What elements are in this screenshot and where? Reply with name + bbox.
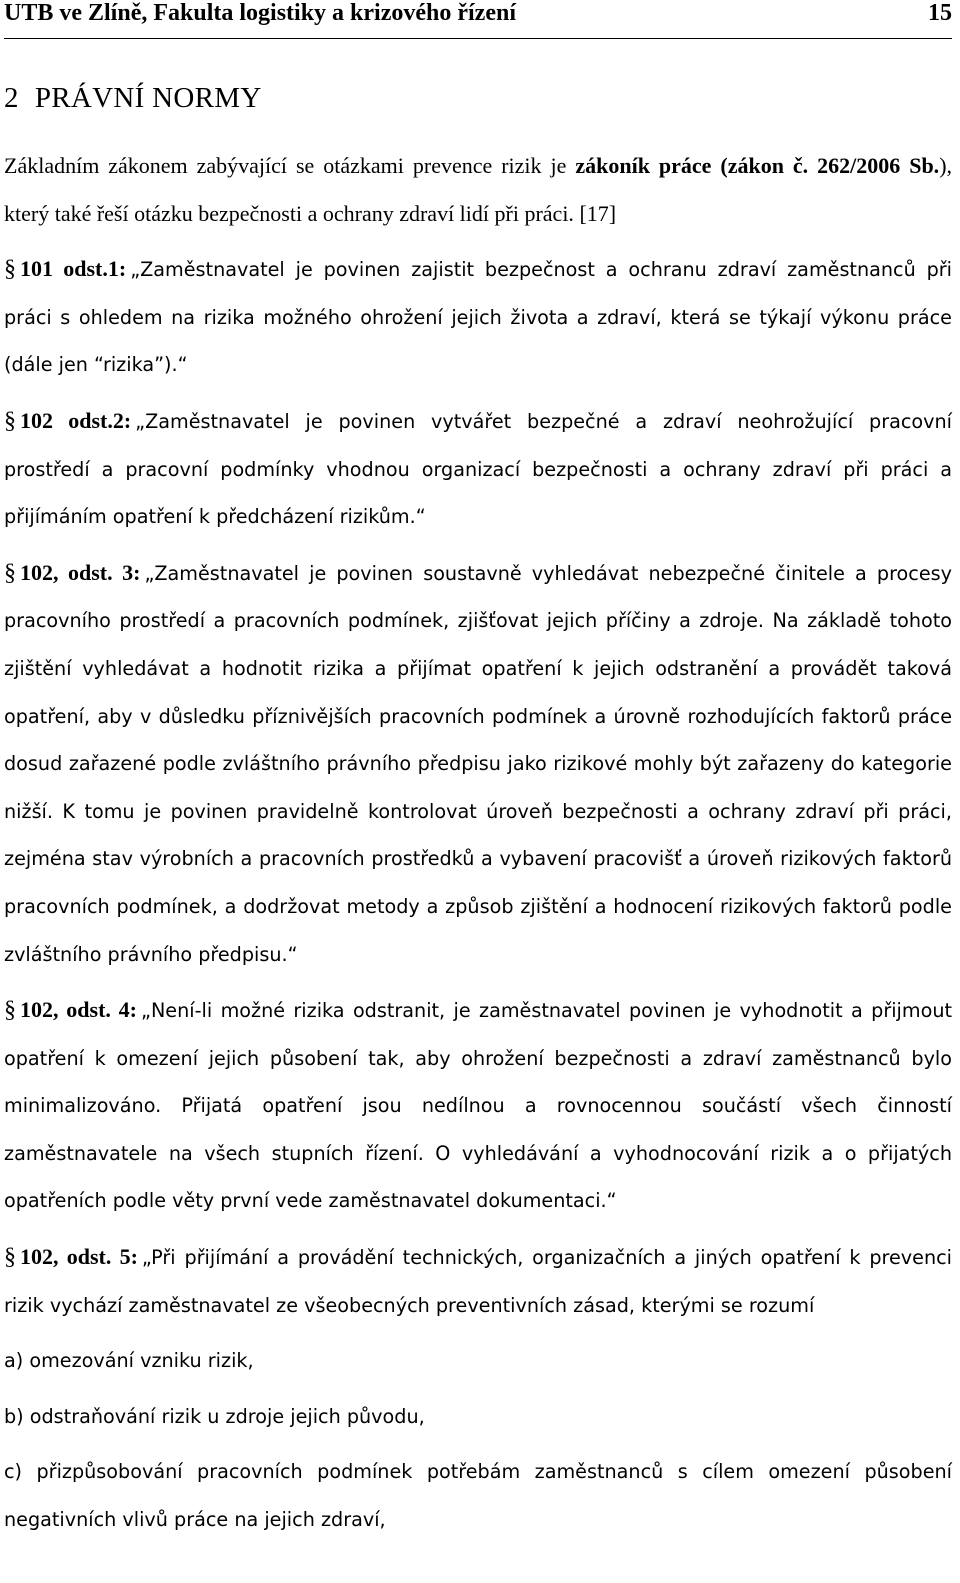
section-sign: §: [4, 1244, 16, 1271]
section-sign: §: [4, 559, 16, 586]
section-text: „Zaměstnavatel je povinen vytvářet bezpečné a zdraví neohrožující pracovní prostředí a pracovní podmínky vhodnou organizací bezpečnosti a ochrany zdraví při práci a přijímáním opatření k předcházení rizikům.“: [4, 409, 952, 529]
section-label: 102, odst. 4:: [20, 997, 138, 1023]
section-paragraph: [4, 1233, 952, 1329]
section-label: 102 odst.2:: [20, 407, 132, 433]
list-item: c) přizpůsobování pracovních podmínek potřebám zaměstnanců s cílem omezení působení negativních vlivů práce na jejich zdraví,: [4, 1460, 952, 1532]
header-page-number: 15: [928, 0, 952, 26]
intro-paragraph: [4, 142, 952, 237]
section-sign: §: [4, 997, 16, 1024]
intro-text-before: Základním zákonem zabývající se otázkami prevence rizik je: [4, 153, 576, 178]
intro-citation: [17]: [579, 200, 617, 226]
section-text: „Při přijímání a provádění technických, organizačních a jiných opatření k prevenci rizik vychází zaměstnavatel ze všeobecných preventivních zásad, kterými se rozumí: [4, 1246, 953, 1317]
section-text: „Zaměstnavatel je povinen zajistit bezpečnost a ochranu zdraví zaměstnanců při práci s ohledem na rizika možného ohrožení jejich života a zdraví, která se týkají výkonu práce (dále jen “rizika”).“: [4, 258, 953, 377]
section-label: 102, odst. 5:: [20, 1244, 138, 1270]
section-paragraph: [4, 397, 952, 541]
intro-text-after: ), který také řeší otázku bezpečnosti a ochrany zdraví lidí při práci.: [4, 153, 953, 226]
body-text: [4, 142, 952, 1552]
list-item: b) odstraňování rizik u zdroje jejich původu,: [4, 1404, 425, 1428]
intro-law-name: zákoník práce (zákon č. 262/2006 Sb.: [575, 153, 940, 178]
page-header: [4, 0, 952, 39]
section-label: 101 odst.1:: [20, 256, 127, 282]
chapter-number: 2: [4, 82, 19, 114]
principles-list: [4, 1337, 952, 1543]
section-label: 102, odst. 3:: [20, 559, 141, 585]
section-paragraph: [4, 986, 952, 1225]
section-sign: §: [4, 256, 16, 283]
section-sign: §: [4, 407, 16, 434]
section-paragraph: [4, 549, 952, 978]
chapter-heading: [4, 78, 262, 118]
section-paragraph: [4, 245, 952, 389]
section-text: „Zaměstnavatel je povinen soustavně vyhledávat nebezpečné činitele a procesy pracovního prostředí a pracovních podmínek, zjišťovat jejich příčiny a zdroje. Na základě tohoto zjištění vyhledávat a hodnotit rizika a přijímat opatření k jejich odstranění a provádět taková opatření, aby v důsledku příznivějších pracovních podmínek a úrovně rozhodujících faktorů práce dosud zařazené podle zvláštního právního předpisu jako rizikové mohly být zařazeny do kategorie nižší. K tomu je povinen pravidelně kontrolovat úroveň bezpečnosti a ochrany zdraví při práci, zejména stav výrobních a pracovních prostředků a vybavení pracovišť a úroveň rizikových faktorů pracovních podmínek, a dodržovat metody a způsob zjištění a hodnocení rizikových faktorů podle zvláštního právního předpisu.“: [4, 561, 952, 966]
header-institution: UTB ve Zlíně, Fakulta logistiky a krizového řízení: [4, 0, 517, 26]
list-item: a) omezování vzniku rizik,: [4, 1349, 254, 1373]
section-text: „Není-li možné rizika odstranit, je zaměstnavatel povinen je vyhodnotit a přijmout opatření k omezení jejich působení tak, aby ohrožení bezpečnosti a zdraví zaměstnanců bylo minimalizováno. Přijatá opatření jsou nedílnou a rovnocennou součástí všech činností zaměstnavatele na všech stupních řízení. O vyhledávání a vyhodnocování rizik a o přijatých opatřeních podle věty první vede zaměstnavatel dokumentaci.“: [4, 999, 952, 1213]
chapter-title: PRÁVNÍ NORMY: [34, 82, 262, 114]
